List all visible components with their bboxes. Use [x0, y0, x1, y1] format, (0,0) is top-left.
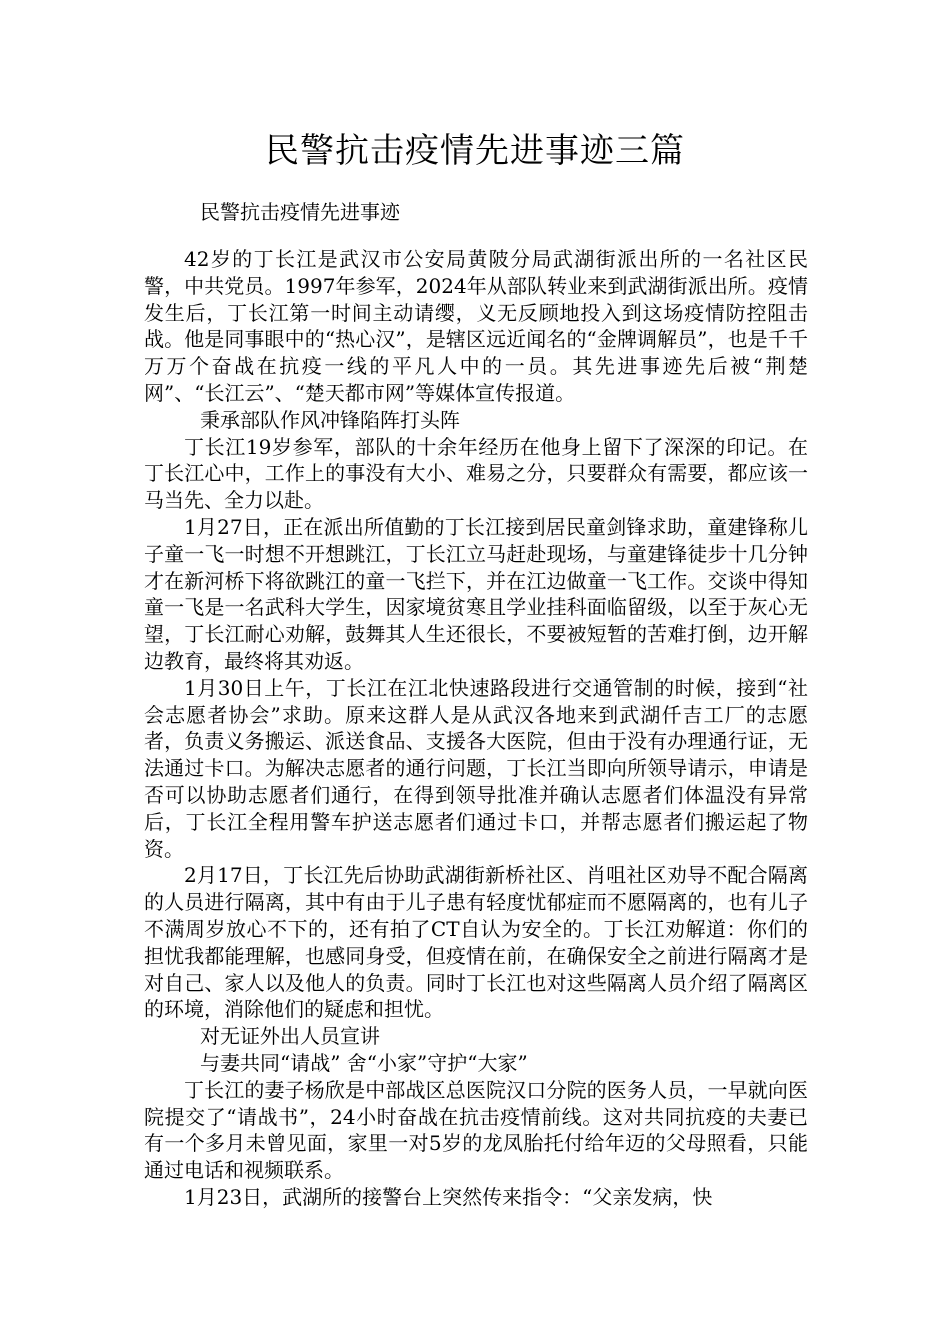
section-heading: 对无证外出人员宣讲: [200, 1024, 380, 1049]
paragraph: 2月17日，丁长江先后协助武湖街新桥社区、肖咀社区劝导不配合隔离的人员进行隔离，其中有由于儿子患有轻度忧郁症而不愿隔离的，也有儿子不满周岁放心不下的，还有拍了CT自认为安全的。丁长江劝解道：你们的担忧我都能理解，也感同身受，但疫情在前，在确保安全之前进行隔离才是对自己、家人以及他人的负责。同时丁长江也对这些隔离人员介绍了隔离区的环境，消除他们的疑虑和担忧。: [144, 863, 808, 1022]
paragraph-intro: 42岁的丁长江是武汉市公安局黄陂分局武湖街派出所的一名社区民警，中共党员。1997年参军，2024年从部队转业来到武湖街派出所。疫情发生后，丁长江第一时间主动请缨，义无反顾地投入到这场疫情防控阻击战。他是同事眼中的“热心汉”，是辖区远近闻名的“金牌调解员”，也是千千万万个奋战在抗疫一线的平凡人中的一员。其先进事迹先后被“荆楚网”、“长江云”、“楚天都市网”等媒体宣传报道。: [144, 247, 808, 405]
paragraph: 1月27日，正在派出所值勤的丁长江接到居民童剑锋求助，童建锋称儿子童一飞一时想不开想跳江，丁长江立马赶赴现场，与童建锋徒步十几分钟才在新河桥下将欲跳江的童一飞拦下，并在江边做童一飞工作。交谈中得知童一飞是一名武科大学生，因家境贫寒且学业挂科面临留级，以至于灰心无望，丁长江耐心劝解，鼓舞其人生还很长，不要被短暂的苦难打倒，边开解边教育，最终将其劝返。: [144, 514, 808, 673]
document-subtitle: 民警抗击疫情先进事迹: [200, 200, 400, 224]
section-heading: 秉承部队作风冲锋陷阵打头阵: [200, 407, 460, 432]
document-body: [144, 246, 808, 1211]
paragraph: 丁长江的妻子杨欣是中部战区总医院汉口分院的医务人员，一早就向医院提交了“请战书”，24小时奋战在抗击疫情前线。这对共同抗疫的夫妻已有一个多月未曾见面，家里一对5岁的龙凤胎托付给年迈的父母照看，只能通过电话和视频联系。: [144, 1077, 808, 1183]
section-heading: 与妻共同“请战” 舍“小家”守护“大家”: [200, 1050, 528, 1075]
document-title: 民警抗击疫情先进事迹三篇: [265, 131, 685, 171]
paragraph: 丁长江19岁参军，部队的十余年经历在他身上留下了深深的印记。在丁长江心中，工作上的事没有大小、难易之分，只要群众有需要，都应该一马当先、全力以赴。: [144, 434, 808, 513]
paragraph: 1月23日，武湖所的接警台上突然传来指令：“父亲发病，快: [184, 1184, 713, 1209]
paragraph: 1月30日上午，丁长江在江北快速路段进行交通管制的时候，接到“社会志愿者协会”求助。原来这群人是从武汉各地来到武湖仟吉工厂的志愿者，负责义务搬运、派送食品、支援各大医院，但由于没有办理通行证，无法通过卡口。为解决志愿者的通行问题，丁长江当即向所领导请示，申请是否可以协助志愿者们通行，在得到领导批准并确认志愿者们体温没有异常后，丁长江全程用警车护送志愿者们通过卡口，并帮志愿者们搬运起了物资。: [144, 675, 808, 861]
